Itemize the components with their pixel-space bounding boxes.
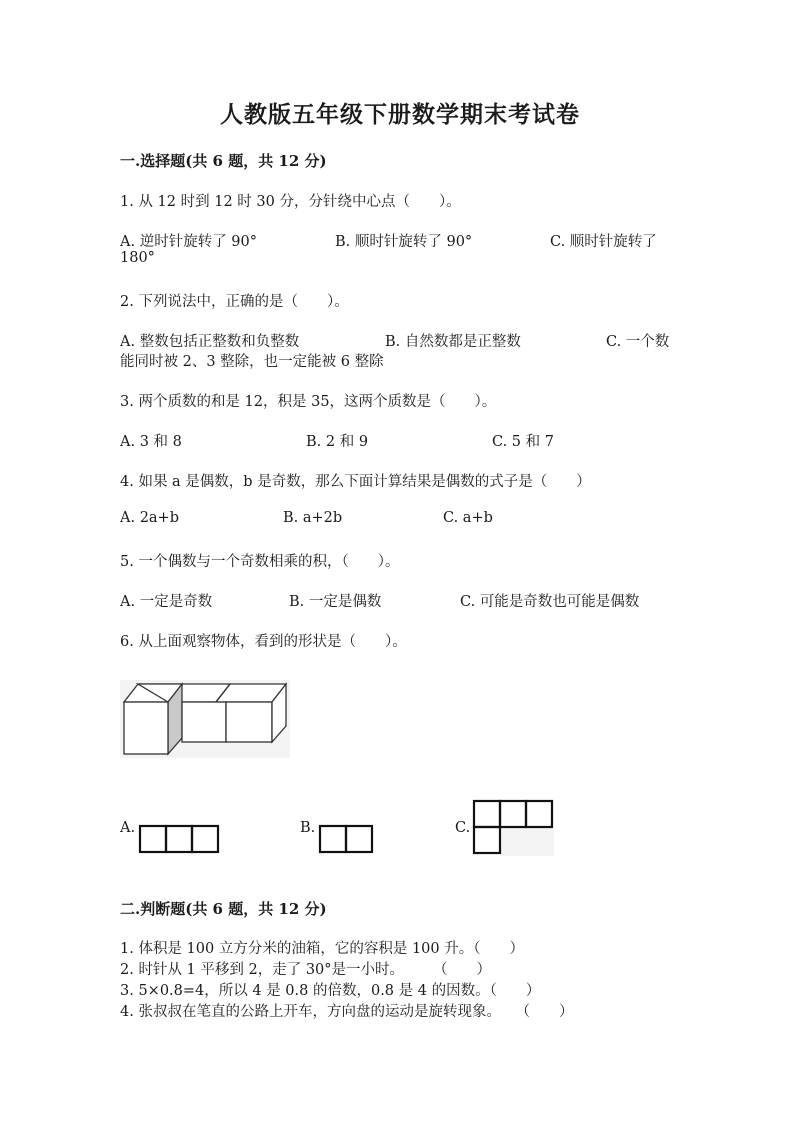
- judgement-item-4: 4. 张叔叔在笔直的公路上开车，方向盘的运动是旋转现象。 （ ）: [120, 1004, 574, 1020]
- question-4-option-a: A. 2a+b: [120, 510, 179, 526]
- question-1-stem: 1. 从 12 时到 12 时 30 分，分针绕中心点（ ）。: [120, 194, 461, 210]
- question-2-option-b: B. 自然数都是正整数: [385, 334, 521, 350]
- question-4-stem: 4. 如果 a 是偶数，b 是奇数，那么下面计算结果是偶数的式子是（ ）: [120, 474, 591, 490]
- question-6-stem: 6. 从上面观察物体，看到的形状是（ ）。: [120, 634, 407, 650]
- question-5-stem: 5. 一个偶数与一个奇数相乘的积，（ ）。: [120, 554, 400, 570]
- question-6-option-a-label: A.: [120, 820, 136, 836]
- cube-stack-figure: [120, 680, 290, 758]
- question-5-option-a: A. 一定是奇数: [120, 594, 213, 610]
- question-1-option-c: C. 顺时针旋转了: [550, 234, 657, 250]
- question-3-option-a: A. 3 和 8: [120, 434, 182, 450]
- question-3-option-b: B. 2 和 9: [306, 434, 369, 450]
- question-5-option-c: C. 可能是奇数也可能是偶数: [460, 594, 640, 610]
- section-heading-choice: 一.选择题(共 6 题，共 12 分): [120, 152, 327, 170]
- question-2-stem: 2. 下列说法中，正确的是（ ）。: [120, 294, 349, 310]
- question-4-option-b: B. a+2b: [283, 510, 343, 526]
- section-heading-judgement: 二.判断题(共 6 题，共 12 分): [120, 900, 327, 918]
- question-5-option-b: B. 一定是偶数: [289, 594, 382, 610]
- question-2-option-c-continued: 能同时被 2、3 整除，也一定能被 6 整除: [120, 354, 384, 370]
- question-6-option-b-label: B.: [300, 820, 316, 836]
- question-1-option-a: A. 逆时针旋转了 90°: [120, 234, 257, 250]
- question-1-option-c-continued: 180°: [120, 250, 155, 266]
- question-3-option-c: C. 5 和 7: [492, 434, 554, 450]
- question-4-option-c: C. a+b: [443, 510, 493, 526]
- question-6-option-a-figure: [138, 823, 220, 855]
- question-6-option-b-figure: [318, 823, 376, 855]
- question-2-option-c: C. 一个数: [606, 334, 670, 350]
- page-title: 人教版五年级下册数学期末考试卷: [220, 101, 580, 128]
- judgement-item-1: 1. 体积是 100 立方分米的油箱，它的容积是 100 升。（ ）: [120, 941, 524, 957]
- question-1-option-b: B. 顺时针旋转了 90°: [335, 234, 473, 250]
- question-3-stem: 3. 两个质数的和是 12，积是 35，这两个质数是（ ）。: [120, 394, 497, 410]
- question-2-option-a: A. 整数包括正整数和负整数: [120, 334, 300, 350]
- judgement-item-2: 2. 时针从 1 平移到 2，走了 30°是一小时。 （ ）: [120, 962, 492, 978]
- judgement-item-3: 3. 5×0.8=4，所以 4 是 0.8 的倍数，0.8 是 4 的因数。（ ）: [120, 983, 541, 999]
- question-6-option-c-label: C.: [455, 820, 471, 836]
- question-6-option-c-figure: [472, 798, 554, 856]
